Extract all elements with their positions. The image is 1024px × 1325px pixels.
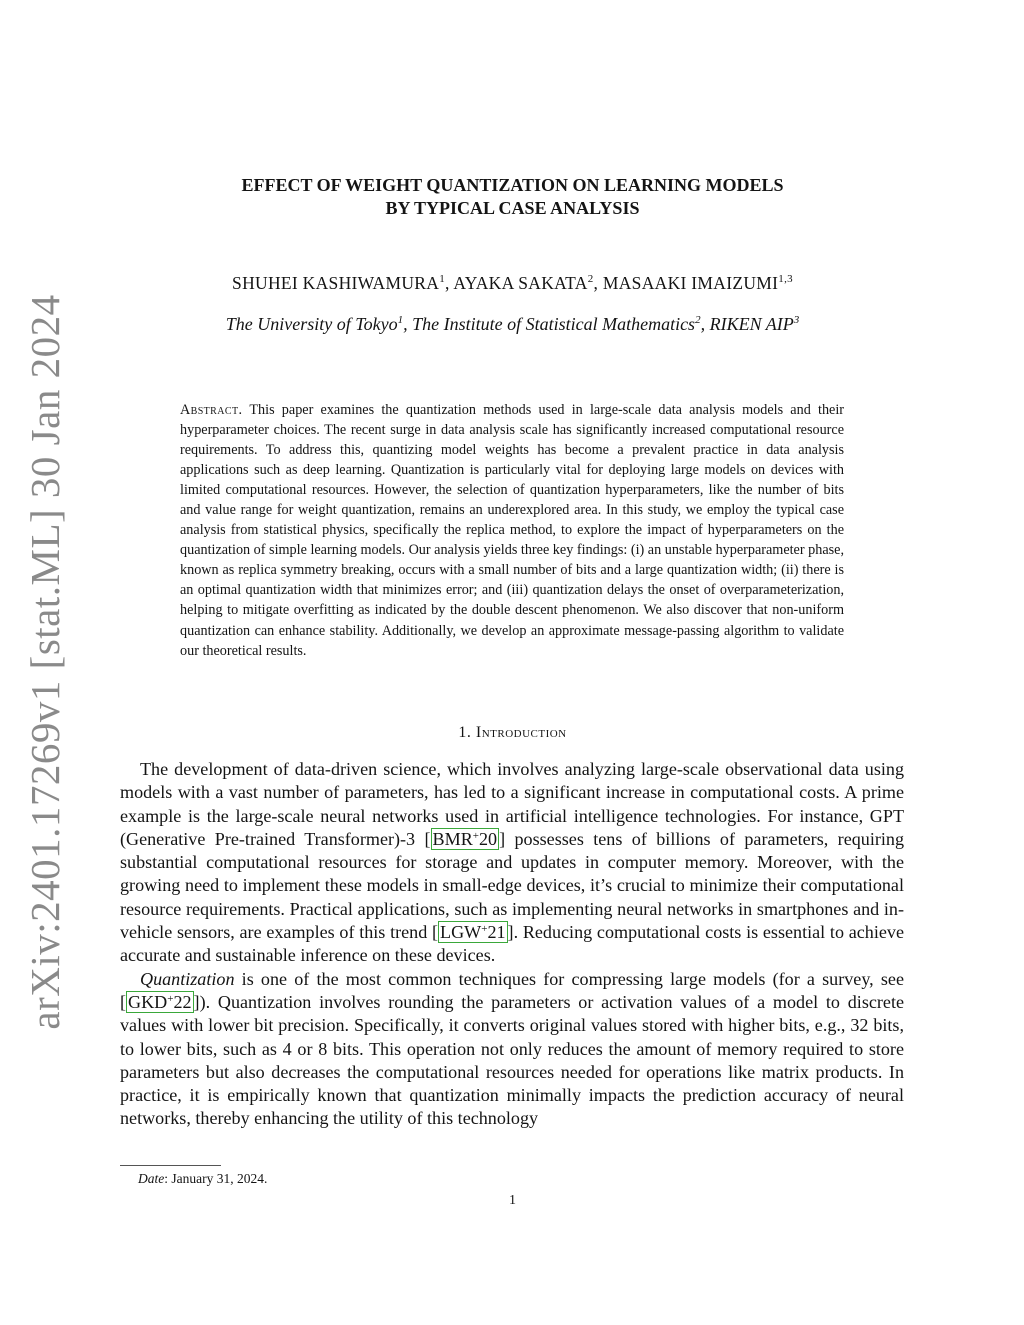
paragraph-text: ] possesses tens of billions of parameters, requiring substantial computational resources for storage and updates in computer memory. Moreover, with the growing need to implement these models in small-edge devices, it’s crucial to minimize their computational resource requirements. Practical applications, such as implementing neural networks in smartphones and in-vehicle sensors, are examples of this trend [: [120, 828, 904, 943]
paper-title: [120, 174, 905, 220]
author-2-affiliation-mark: 2: [587, 273, 594, 285]
abstract: [180, 400, 844, 661]
author-3-affiliation-mark: 1,3: [778, 273, 793, 285]
paragraph: [120, 968, 904, 1131]
affiliation-2-mark: 2: [695, 314, 701, 326]
citation-year: 20: [478, 828, 498, 849]
abstract-label: Abstract.: [180, 402, 243, 418]
footnote-label: Date: [138, 1171, 165, 1186]
footnote-value: : January 31, 2024.: [164, 1171, 268, 1186]
author-1-affiliation-mark: 1: [439, 273, 445, 285]
affiliation-list: [120, 314, 905, 335]
page-number: 1: [509, 1193, 516, 1208]
citation-sup: +: [472, 829, 479, 842]
abstract-text: This paper examines the quantization methods used in large-scale data analysis models and their hyperparameter choices. The recent surge in data analysis scale has significantly increased computational resource requirements. To address this, quantizing model weights has become a prevalent practice in data analysis applications such as deep learning. Quantization is particularly vital for deploying large models on devices with limited computational resources. However, the selection of quantization hyperparameters, like the number of bits and value range for weight quantization, remains an underexplored area. In this study, we employ the typical case analysis from statistical physics, specifically the replica method, to explore the impact of hyperparameters on the quantization of simple learning models. Our analysis yields three key findings: (i) an unstable hyperparameter phase, known as replica symmetry breaking, occurs with a small number of bits and a large quantization width; (ii) there is an optimal quantization width that minimizes error; and (iii) quantization delays the onset of overparameterization, helping to mitigate overfitting as indicated by the double descent phenomenon. We also discover that non-uniform quantization can enhance stability. Additionally, we develop an approximate message-passing algorithm to validate our theoretical results.: [180, 402, 844, 659]
author-separator: ,: [593, 273, 603, 293]
title-line-1: EFFECT OF WEIGHT QUANTIZATION ON LEARNING MODELS: [241, 175, 784, 195]
paragraph: [120, 758, 904, 968]
affiliation-1-mark: 1: [397, 314, 404, 326]
author-list: [120, 273, 905, 294]
citation-sup: +: [481, 923, 488, 936]
citation-link-lgw21[interactable]: [438, 921, 508, 943]
citation-text: BMR: [432, 828, 473, 849]
arxiv-identifier-stamp: arXiv:2401.17269v1 [stat.ML] 30 Jan 2024: [22, 294, 68, 1030]
affiliation-2: The Institute of Statistical Mathematics: [412, 314, 696, 334]
affiliation-separator: ,: [403, 314, 413, 334]
paragraph-text: is one of the most common techniques for compressing large models (for a survey, see [: [120, 968, 904, 1012]
title-line-2: BY TYPICAL CASE ANALYSIS: [385, 198, 640, 218]
citation-link-gkd22[interactable]: [126, 991, 194, 1013]
author-separator: ,: [445, 273, 454, 293]
author-3: MASAAKI IMAIZUMI: [602, 273, 779, 293]
citation-sup: +: [167, 992, 174, 1005]
affiliation-3: RIKEN AIP: [709, 314, 794, 334]
emphasized-term: Quantization: [140, 968, 235, 989]
citation-text: GKD: [128, 991, 168, 1012]
introduction-body: [120, 758, 904, 1131]
citation-link-bmr20[interactable]: [431, 828, 500, 850]
affiliation-separator: ,: [700, 314, 710, 334]
citation-year: 22: [173, 991, 192, 1012]
paragraph-text: ]). Quantization involves rounding the parameters or activation values of a model to discrete values with lower bit precision. Specifically, it converts original values stored with higher bits, e.g., 32 bits, to lower bits, such as 4 or 8 bits. This operation not only reduces the amount of memory required to store parameters but also decreases the computational resources needed for operations like matrix products. In practice, it is empirically known that quantization minimally impacts the prediction accuracy of neural networks, thereby enhancing the utility of this technology: [120, 991, 904, 1129]
section-number: 1.: [458, 724, 472, 741]
footnote-divider: [120, 1165, 221, 1166]
author-1: SHUHEI KASHIWAMURA: [232, 273, 440, 293]
author-2: AYAKA SAKATA: [453, 273, 588, 293]
paragraph-text: ]. Reducing computational costs is essential to achieve accurate and sustainable inference on these devices.: [120, 922, 904, 966]
citation-text: LGW: [440, 922, 482, 943]
affiliation-3-mark: 3: [793, 314, 800, 326]
section-title: Introduction: [475, 724, 567, 741]
citation-year: 21: [487, 922, 506, 943]
affiliation-1: The University of Tokyo: [225, 314, 398, 334]
footnote-date: [138, 1171, 267, 1187]
section-heading-introduction: [120, 724, 905, 742]
paragraph-text: The development of data-driven science, which involves analyzing large-scale observational data using models with a vast number of parameters, has led to a significant increase in computational costs. A prime example is the large-scale neural networks used in artificial intelligence technologies. For instance, GPT (Generative Pre-trained Transformer)-3 [: [120, 759, 904, 849]
